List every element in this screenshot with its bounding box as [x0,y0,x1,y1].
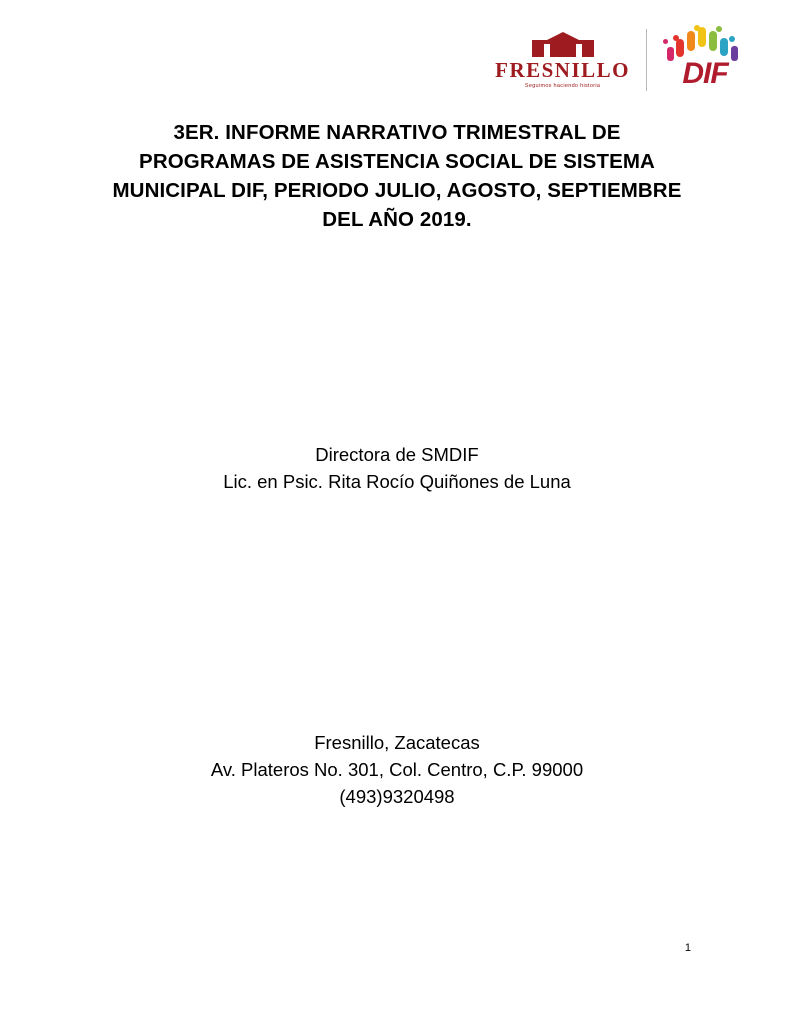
page-title-line-1: 3ER. INFORME NARRATIVO TRIMESTRAL DE [173,121,621,144]
header-logo-bar [495,24,749,96]
director-name: Lic. en Psic. Rita Rocío Quiñones de Luna [223,470,571,492]
logo-divider [646,29,647,91]
fresnillo-logo [495,25,646,95]
director-block [92,442,702,496]
dif-logo-text: DIF [682,57,728,90]
dif-logo [661,25,749,95]
address-block [92,730,702,810]
address-street: Av. Plateros No. 301, Col. Centro, C.P. 99000 [210,758,584,780]
page-title-line-2: PROGRAMAS DE ASISTENCIA SOCIAL DE SISTEMA [139,150,655,174]
page-title-line-4: DEL AÑO 2019. [322,208,472,232]
address-phone: (493)9320498 [339,785,455,807]
page-title [92,118,702,234]
fresnillo-logo-tagline: Seguimos haciendo historia [524,82,601,89]
fresnillo-logo-name: FRESNILLO [495,57,630,82]
address-city: Fresnillo, Zacatecas [314,732,480,753]
director-role: Directora de SMDIF [315,444,479,465]
page-title-line-3: MUNICIPAL DIF, PERIODO JULIO, AGOSTO, SEPTIEMBRE [112,179,682,203]
page-number: 1 [684,942,691,954]
building-icon [524,32,602,58]
